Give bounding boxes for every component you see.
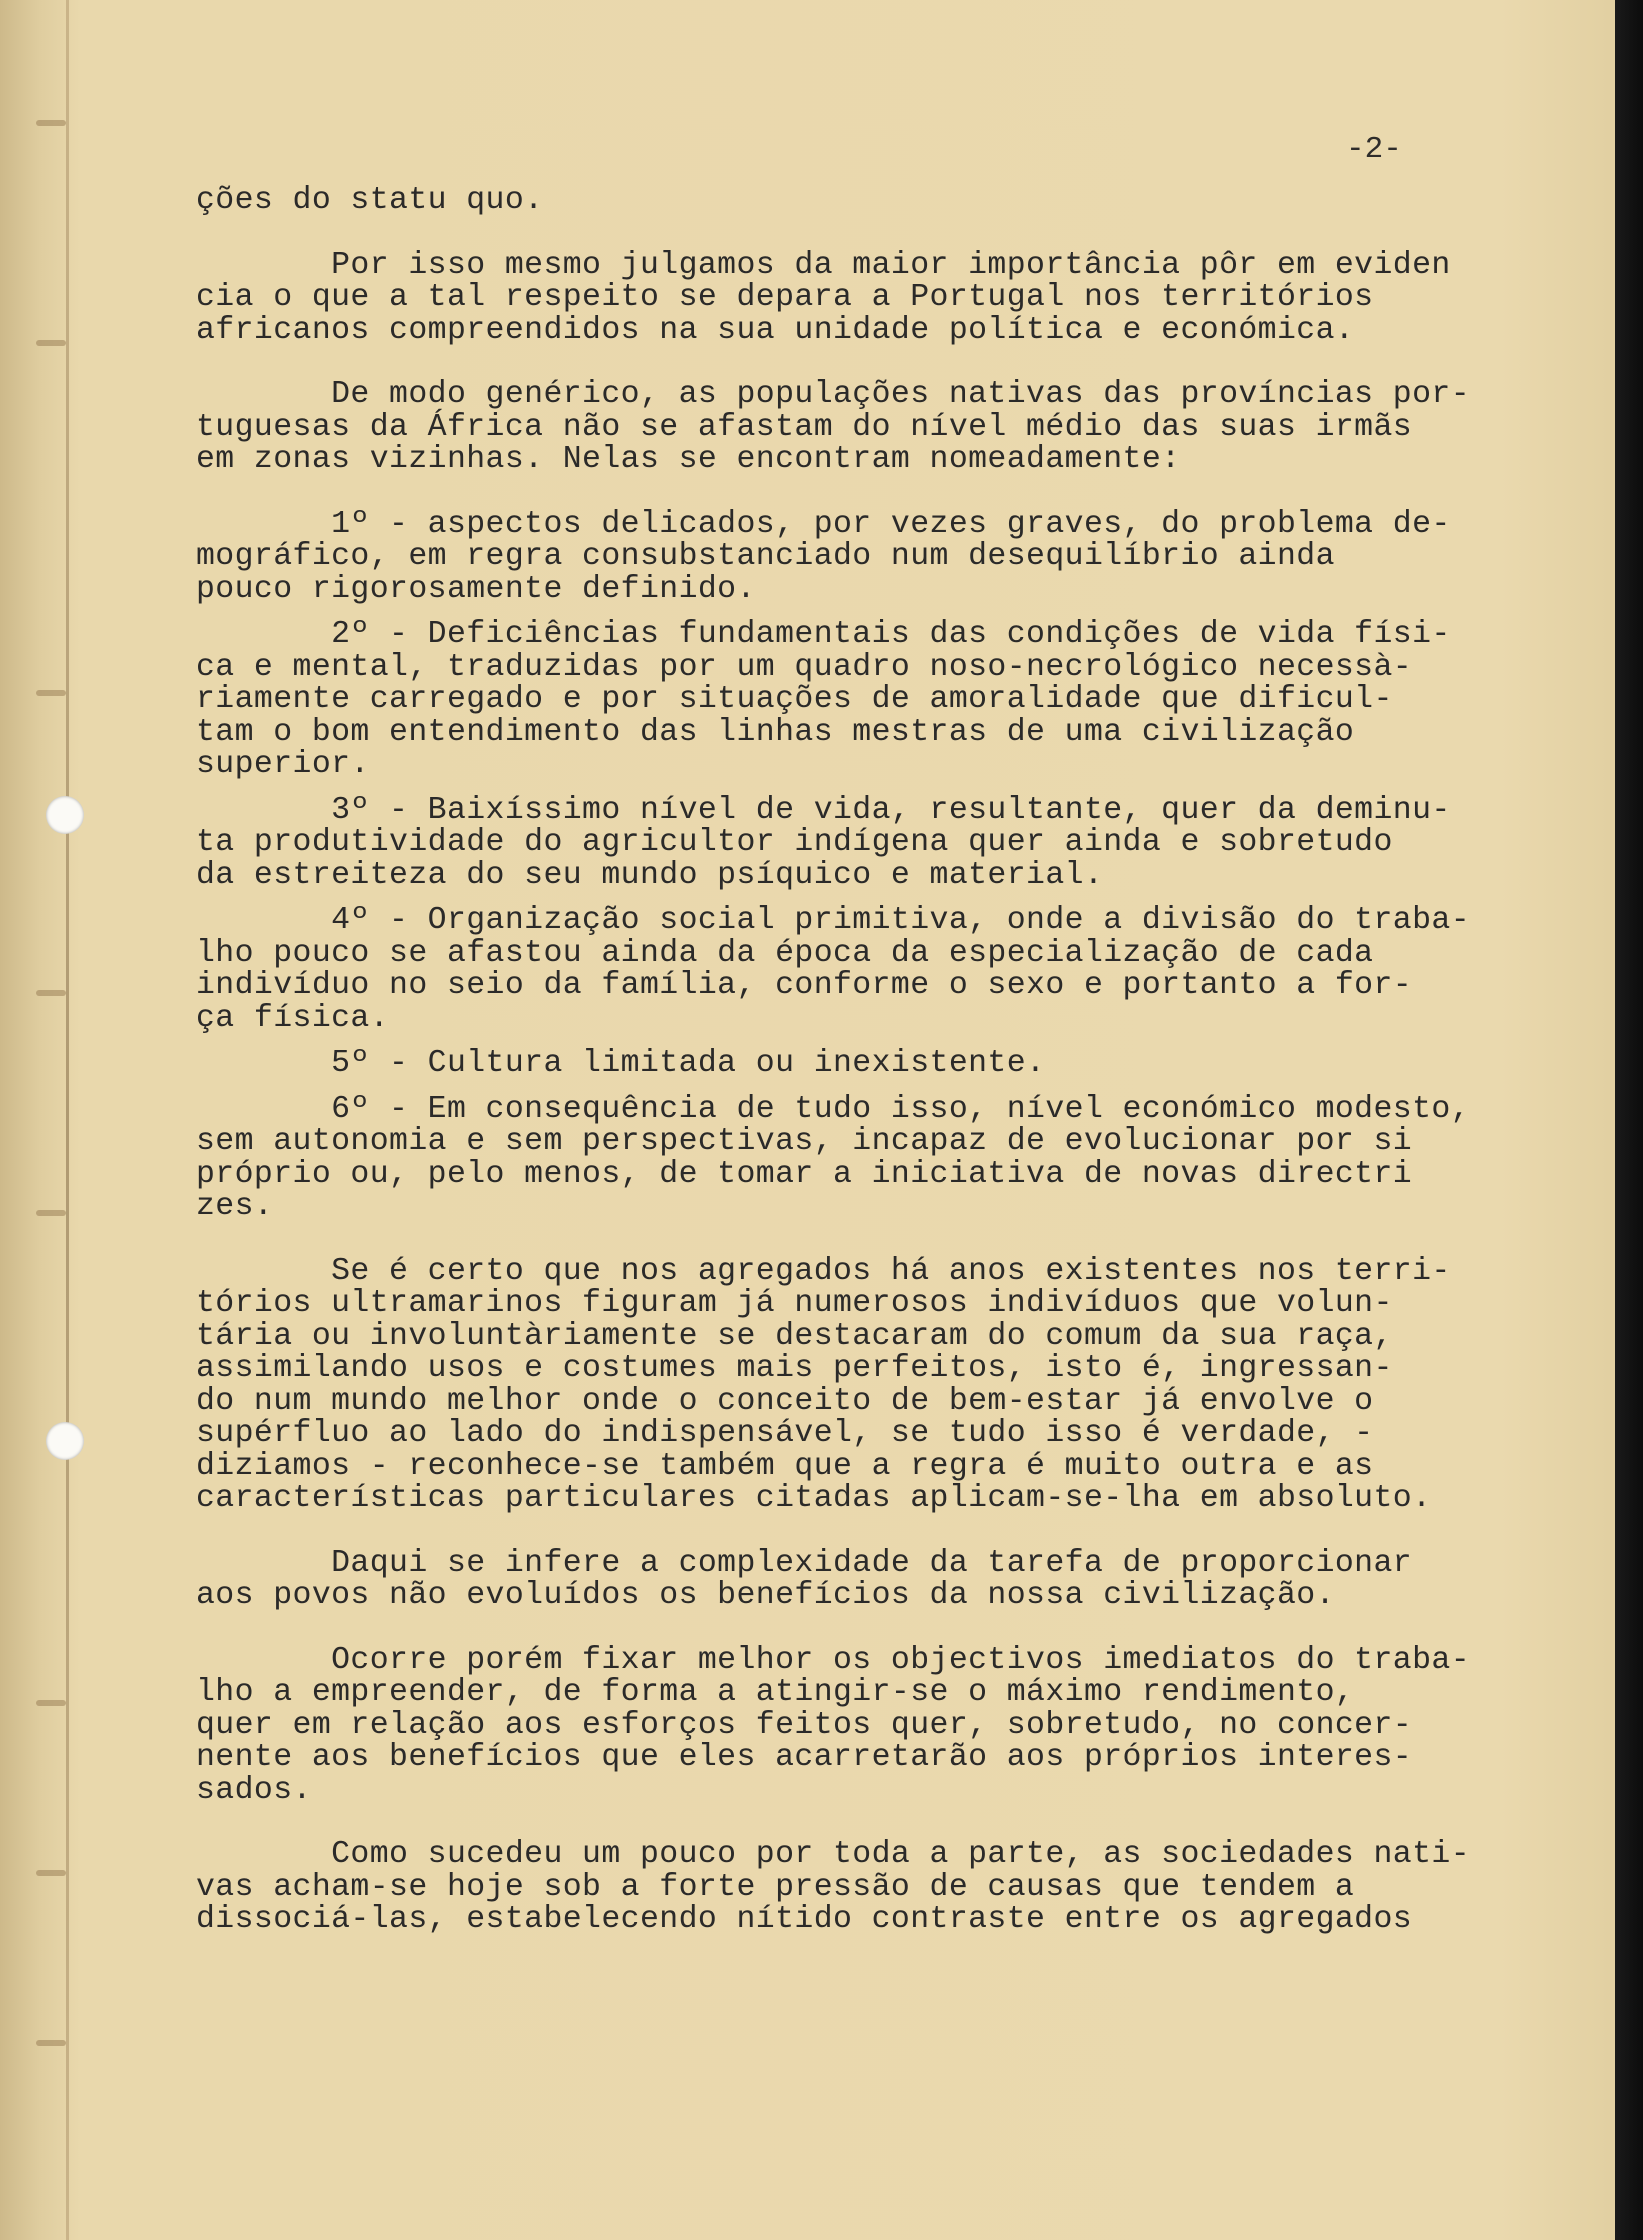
text-line: 5º - Cultura limitada ou inexistente.	[196, 1046, 1046, 1081]
text-line: ta produtividade do agricultor indígena quer ainda e sobretudo	[196, 825, 1393, 860]
text-line: pouco rigorosamente definido.	[196, 571, 756, 607]
edge-tear	[36, 340, 66, 346]
text-line: superior.	[196, 747, 370, 782]
list-paragraph	[196, 792, 1458, 893]
text-line: 1º - aspectos delicados, por vezes graves, do problema de-	[196, 506, 1451, 542]
list-paragraph	[196, 506, 1458, 607]
text-line: próprio ou, pelo menos, de tomar a iniciativa de novas directri	[196, 1156, 1413, 1192]
text-line: assimilando usos e costumes mais perfeitos, isto é, ingressan-	[196, 1351, 1393, 1386]
paragraph	[196, 1253, 1458, 1516]
paragraph	[196, 1642, 1471, 1808]
list-paragraph	[196, 903, 1471, 1036]
binding-fold	[66, 0, 69, 2240]
text-line: Daqui se infere a complexidade da tarefa de proporcionar	[196, 1545, 1413, 1581]
text-line: sem autonomia e sem perspectivas, incapaz de evolucionar por si	[196, 1124, 1413, 1159]
text-line: Por isso mesmo julgamos da maior importância pôr em eviden	[196, 247, 1451, 283]
text-line: Se é certo que nos agregados há anos existentes nos terri-	[196, 1253, 1451, 1289]
punch-hole	[46, 1422, 84, 1460]
text-line: De modo genérico, as populações nativas das províncias por-	[196, 377, 1471, 412]
text-line: aos povos não evoluídos os benefícios da nossa civilização.	[196, 1578, 1335, 1613]
text-line: supérfluo ao lado do indispensável, se tudo isso é verdade, -	[196, 1416, 1374, 1451]
text-line: riamente carregado e por situações de amoralidade que dificul-	[196, 682, 1393, 717]
edge-tear	[36, 2040, 66, 2046]
text-line: indivíduo no seio da família, conforme o sexo e portanto a for-	[196, 968, 1413, 1003]
paragraph	[196, 1545, 1458, 1613]
text-line: tuguesas da África não se afastam do nível médio das suas irmãs	[196, 409, 1413, 445]
text-line: quer em relação aos esforços feitos quer, sobretudo, no concer-	[196, 1707, 1413, 1743]
text-line: Como sucedeu um pouco por toda a parte, as sociedades nati-	[196, 1837, 1471, 1872]
edge-tear	[36, 690, 66, 696]
text-line: do num mundo melhor onde o conceito de bem-estar já envolve o	[196, 1383, 1374, 1419]
paragraph	[196, 247, 1458, 348]
text-line: ca e mental, traduzidas por um quadro noso-necrológico necessà-	[196, 649, 1413, 685]
text-line: tária ou involuntàriamente se destacaram do comum da sua raça,	[196, 1318, 1393, 1354]
punch-hole	[46, 796, 84, 834]
text-line: Ocorre porém fixar melhor os objectivos imediatos do traba-	[196, 1642, 1471, 1678]
page-number: -2-	[1346, 132, 1402, 167]
list-paragraph	[196, 1048, 1458, 1081]
text-line: sados.	[196, 1772, 312, 1808]
text-line: 3º - Baixíssimo nível de vida, resultante, quer da deminu-	[196, 792, 1451, 828]
text-line: africanos compreendidos na sua unidade política e económica.	[196, 312, 1355, 348]
text-line: lho a empreender, de forma a atingir-se o máximo rendimento,	[196, 1675, 1355, 1710]
edge-tear	[36, 1700, 66, 1706]
edge-tear	[36, 990, 66, 996]
text-line: tam o bom entendimento das linhas mestras de uma civilização	[196, 714, 1355, 750]
text-line: ções do statu quo.	[196, 183, 544, 218]
text-line: zes.	[196, 1189, 274, 1224]
text-line: cia o que a tal respeito se depara a Portugal nos territórios	[196, 280, 1374, 315]
text-line: ça física.	[196, 1000, 390, 1036]
edge-tear	[36, 1870, 66, 1876]
text-line: nente aos benefícios que eles acarretarão aos próprios interes-	[196, 1740, 1413, 1775]
document-body	[196, 183, 1471, 1969]
text-line: 6º - Em consequência de tudo isso, nível económico modesto,	[196, 1091, 1471, 1127]
scan-background-edge	[1615, 0, 1643, 2240]
text-line: mográfico, em regra consubstanciado num desequilíbrio ainda	[196, 539, 1335, 574]
text-line: vas acham-se hoje sob a forte pressão de causas que tendem a	[196, 1869, 1355, 1905]
edge-tear	[36, 1210, 66, 1216]
text-line: em zonas vizinhas. Nelas se encontram nomeadamente:	[196, 442, 1181, 477]
text-line: diziamos - reconhece-se também que a regra é muito outra e as	[196, 1448, 1374, 1484]
text-line: dissociá-las, estabelecendo nítido contraste entre os agregados	[196, 1902, 1413, 1937]
paragraph	[196, 1837, 1471, 1937]
edge-tear	[36, 120, 66, 126]
text-line: 2º - Deficiências fundamentais das condições de vida físi-	[196, 617, 1451, 652]
text-line: lho pouco se afastou ainda da época da especialização de cada	[196, 935, 1374, 971]
list-paragraph	[196, 619, 1458, 782]
paragraph	[196, 377, 1471, 477]
text-line: da estreiteza do seu mundo psíquico e material.	[196, 857, 1104, 893]
text-line: características particulares citadas aplicam-se-lha em absoluto.	[196, 1481, 1432, 1516]
paragraph	[196, 185, 1458, 218]
paragraph	[196, 1091, 1471, 1224]
text-line: tórios ultramarinos figuram já numerosos indivíduos que volun-	[196, 1286, 1393, 1321]
text-line: 4º - Organização social primitiva, onde a divisão do traba-	[196, 903, 1471, 938]
